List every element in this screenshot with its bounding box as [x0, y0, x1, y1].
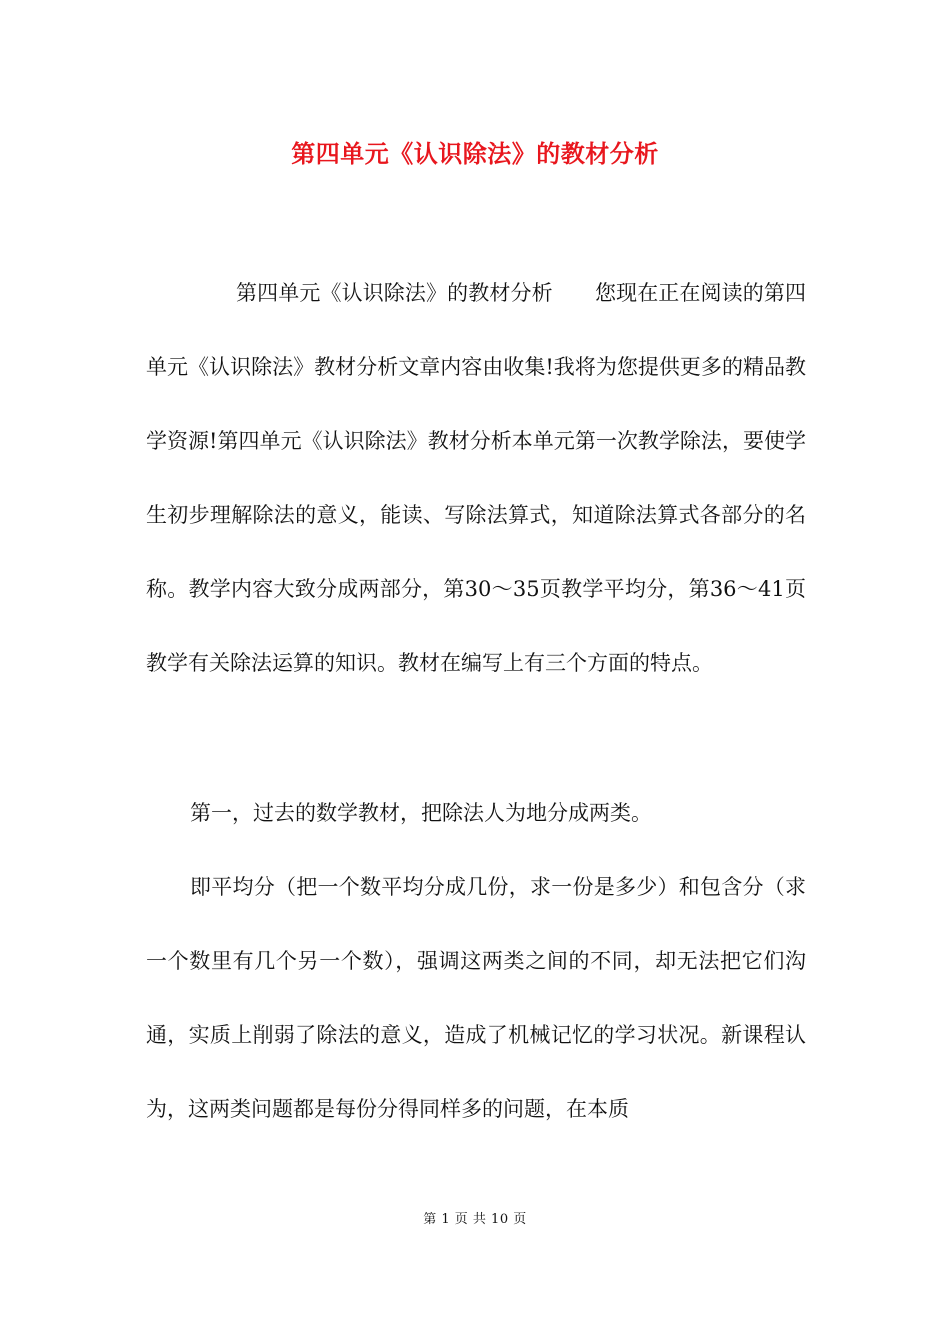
paragraph-first-point: 第一，过去的数学教材，把除法人为地分成两类。	[190, 801, 652, 825]
paragraph-intro: 第四单元《认识除法》的教材分析 您现在正在阅读的第四单元《认识除法》教材分析文章内容由收集!我将为您提供更多的精品教学资源!第四单元《认识除法》教材分析本单元第一次教学除法，要使学生初步理解除法的意义，能读、写除法算式，知道除法算式各部分的名称。教学内容大致分成两部分，第30～35页教学平均分，第36～41页教学有关除法运算的知识。教材在编写上有三个方面的特点。	[146, 281, 806, 675]
page-number-footer: 第 1 页 共 10 页	[423, 1212, 527, 1227]
document-title: 第四单元《认识除法》的教材分析	[291, 139, 659, 168]
paragraph-explanation: 即平均分（把一个数平均分成几份，求一份是多少）和包含分（求一个数里有几个另一个数），强调这两类之间的不同，却无法把它们沟通，实质上削弱了除法的意义，造成了机械记忆的学习状况。新课程认为，这两类问题都是每份分得同样多的问题，在本质	[146, 875, 806, 1121]
